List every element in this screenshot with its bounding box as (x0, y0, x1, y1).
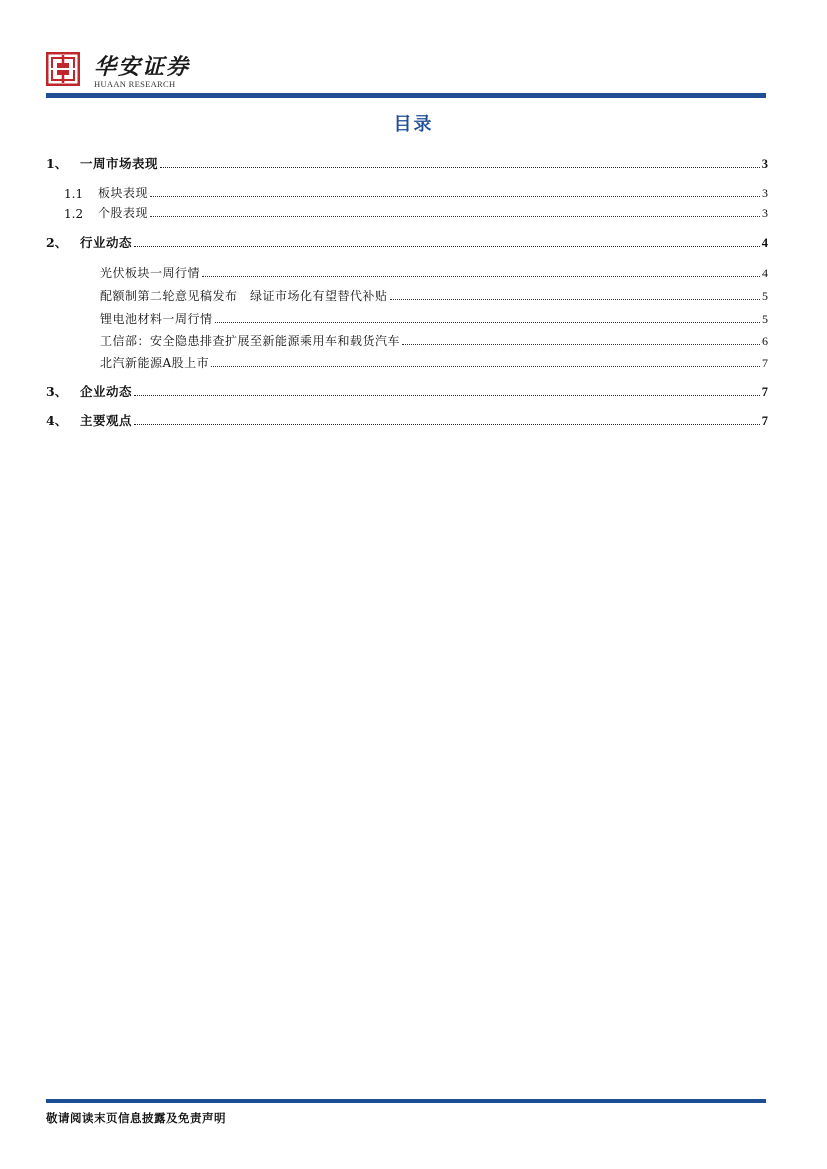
toc-leader-dots (215, 322, 760, 323)
toc-leader-dots (134, 424, 760, 425)
toc-entry-page: 4 (761, 236, 768, 250)
brand-name-en: HUAAN RESEARCH (94, 79, 176, 89)
toc-entry-number: 3、 (46, 384, 68, 399)
toc-leader-dots (211, 366, 760, 367)
toc-leader-dots (134, 395, 760, 396)
toc-leader-dots (202, 276, 760, 277)
toc-entry[interactable] (46, 233, 768, 251)
toc-entry-text: 个股表现 (98, 206, 149, 220)
toc-entry[interactable] (46, 411, 768, 429)
toc-entry[interactable] (100, 286, 768, 304)
toc-leader-dots (150, 196, 760, 197)
toc-entry-page: 6 (762, 334, 768, 348)
toc-entry-number: 1.2 (64, 207, 84, 221)
toc-entry[interactable] (46, 154, 768, 172)
report-header (46, 52, 766, 96)
toc-entry-text: 主要观点 (80, 413, 133, 428)
toc-leader-dots (160, 167, 760, 168)
toc-entry-page: 7 (762, 356, 768, 370)
toc-entry-page: 3 (762, 206, 768, 220)
toc-entry[interactable] (100, 331, 768, 349)
toc-entry[interactable] (46, 382, 768, 400)
toc-entry-page: 7 (761, 414, 768, 428)
toc-entry[interactable] (64, 183, 768, 201)
toc-entry[interactable] (100, 353, 768, 371)
toc-entry-page: 3 (761, 157, 768, 171)
toc-entry-number: 1、 (46, 156, 68, 171)
toc-entry-page: 5 (762, 289, 768, 303)
toc-entry-text: 企业动态 (80, 384, 133, 399)
toc-entry-text: 工信部：安全隐患排查扩展至新能源乘用车和载货汽车 (100, 334, 401, 348)
footer-divider (46, 1099, 766, 1103)
toc-leader-dots (402, 344, 760, 345)
brand-name-cn: 华安证券 (94, 54, 191, 80)
toc-entry-number: 4、 (46, 413, 68, 428)
toc-entry[interactable] (100, 263, 768, 281)
toc-leader-dots (134, 246, 760, 247)
toc-leader-dots (150, 216, 760, 217)
toc-entry-text: 锂电池材料一周行情 (100, 312, 213, 326)
toc-title: 目录 (393, 114, 434, 135)
footer-disclaimer: 敬请阅读末页信息披露及免责声明 (46, 1111, 226, 1125)
toc-entry-page: 3 (762, 186, 768, 200)
toc-entry-text: 光伏板块一周行情 (100, 266, 201, 280)
toc-entry[interactable] (64, 203, 768, 221)
toc-entry-page: 7 (761, 385, 768, 399)
huaan-logo-icon (46, 52, 80, 86)
toc-entry-text: 配额制第二轮意见稿发布 绿证市场化有望替代补贴 (100, 289, 388, 303)
header-divider (46, 93, 766, 98)
toc-entry[interactable] (100, 309, 768, 327)
toc-entry-text: 板块表现 (98, 186, 149, 200)
toc-entry-text: 一周市场表现 (80, 156, 159, 171)
toc-entry-number: 2、 (46, 235, 68, 250)
toc-leader-dots (390, 299, 760, 300)
toc-entry-text: 行业动态 (80, 235, 133, 250)
toc-entry-number: 1.1 (64, 187, 84, 201)
toc-entry-page: 5 (762, 312, 768, 326)
toc-entry-page: 4 (762, 266, 768, 280)
toc-entry-text: 北汽新能源A股上市 (100, 356, 210, 370)
